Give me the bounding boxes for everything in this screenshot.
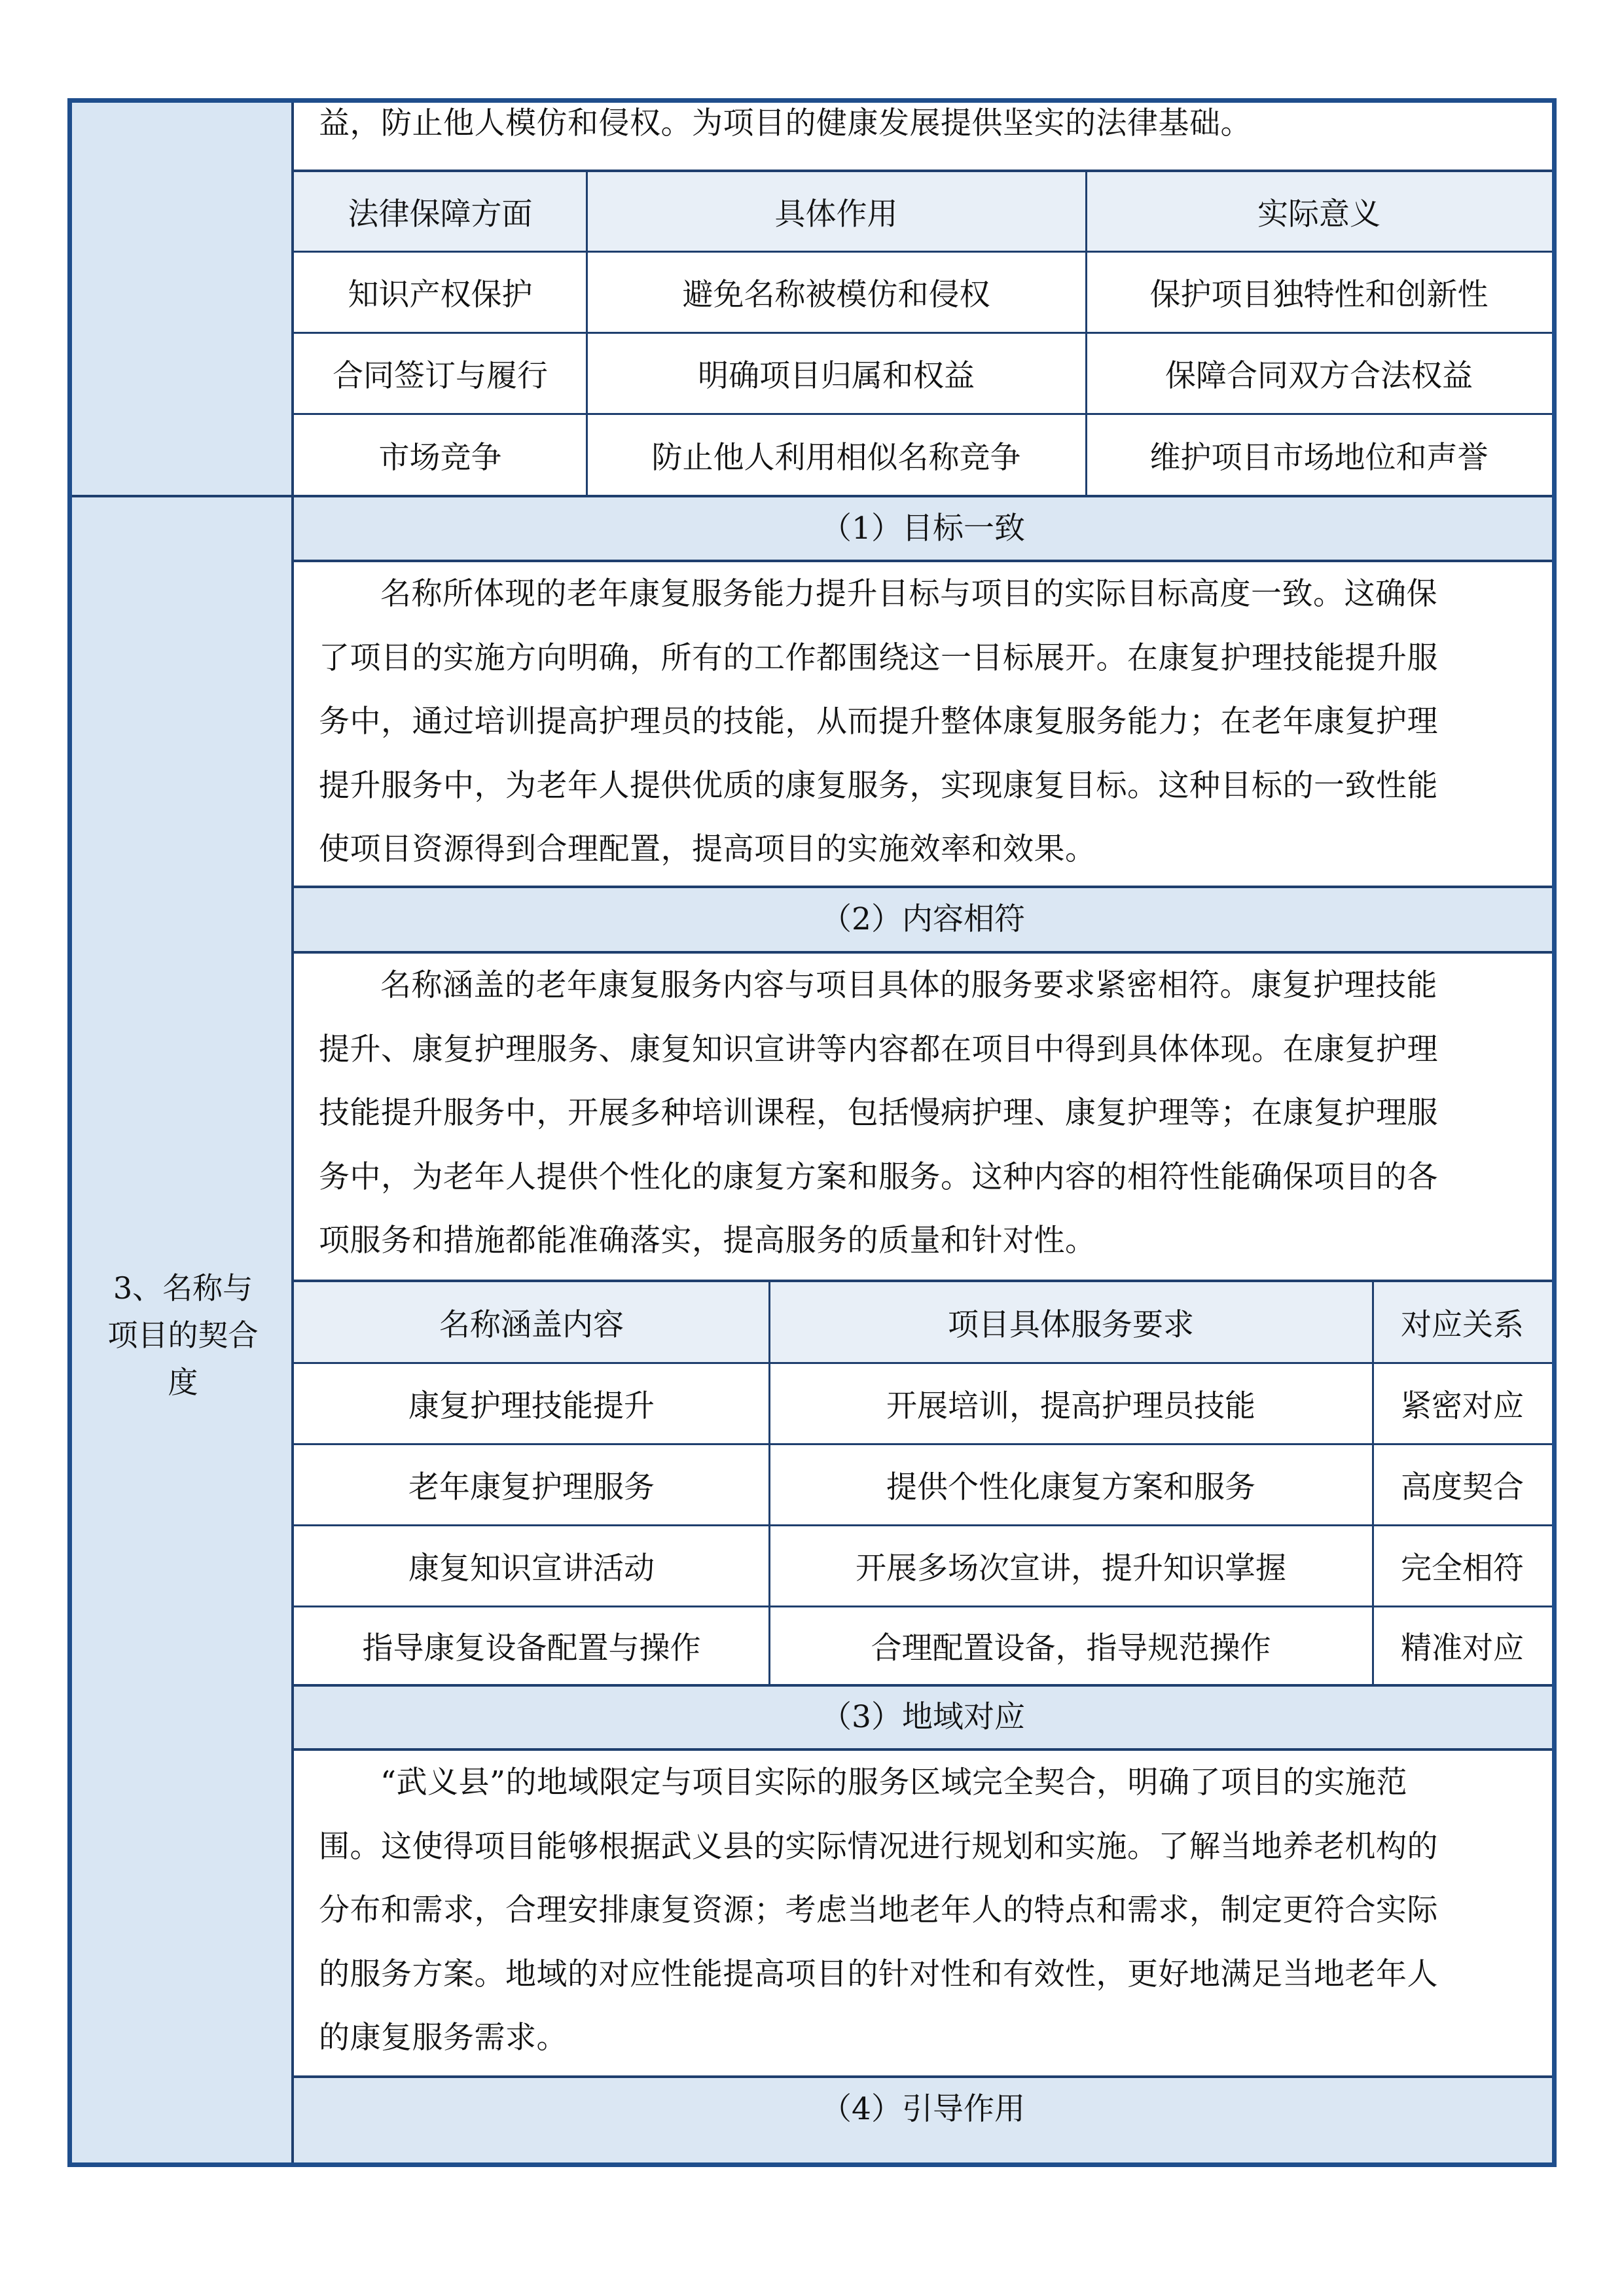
table-row (294, 253, 1552, 332)
table-cell: 防止他人利用相似名称竞争 (651, 439, 1021, 476)
continuation-text: 益，防止他人模仿和侵权。为项目的健康发展提供坚实的法律基础。 (319, 105, 1252, 141)
table-cell: 开展培训，提高护理员技能 (886, 1388, 1255, 1424)
table-cell: 保护项目独特性和创新性 (1149, 277, 1489, 313)
table-header-cell: 具体作用 (774, 196, 898, 232)
table-cell: 明确项目归属和权益 (698, 358, 975, 394)
text-line: 名称涵盖的老年康复服务内容与项目具体的服务要求紧密相符。康复护理技能 (380, 967, 1437, 1003)
text-line: 提升、康复护理服务、康复知识宣讲等内容都在项目中得到具体体现。在康复护理 (319, 1031, 1438, 1067)
content-correspondence-table (294, 1282, 1552, 1684)
legal-protection-table (294, 172, 1552, 495)
table-cell: 合同签订与履行 (333, 358, 548, 394)
section-label (72, 1265, 294, 1406)
text-line: 技能提升服务中，开展多种培训课程，包括慢病护理、康复护理等；在康复护理服 (319, 1095, 1438, 1131)
divider (768, 1282, 770, 1684)
text-line: 名称所体现的老年康复服务能力提升目标与项目的实际目标高度一致。这确保 (380, 576, 1437, 612)
table-row (294, 1364, 1552, 1443)
table-row (294, 1607, 1552, 1684)
text-line: 提升服务中，为老年人提供优质的康复服务，实现康复目标。这种目标的一致性能 (319, 767, 1438, 804)
table-header-row (294, 172, 1552, 251)
table-cell: 合理配置设备，指导规范操作 (871, 1630, 1271, 1666)
table-cell: 紧密对应 (1401, 1388, 1524, 1424)
divider (1085, 172, 1087, 495)
section-heading: （2）内容相符 (294, 888, 1552, 951)
table-cell: 开展多场次宣讲，提升知识掌握 (856, 1551, 1286, 1587)
table-header-cell: 项目具体服务要求 (948, 1306, 1194, 1343)
text-line: 使项目资源得到合理配置，提高项目的实施效率和效果。 (319, 831, 1096, 867)
table-row (294, 1445, 1552, 1524)
table-header-cell: 法律保障方面 (348, 196, 533, 232)
section-label-line: 3、名称与 (113, 1270, 253, 1306)
text-line: 分布和需求，合理安排康复资源；考虑当地老年人的特点和需求，制定更符合实际 (319, 1892, 1438, 1928)
text-line: 围。这使得项目能够根据武义县的实际情况进行规划和实施。了解当地养老机构的 (319, 1828, 1438, 1865)
section-label-line: 度 (168, 1365, 198, 1400)
table-row (294, 334, 1552, 413)
table-cell: 高度契合 (1401, 1469, 1524, 1505)
divider (1372, 1282, 1374, 1684)
table-cell: 维护项目市场地位和声誉 (1149, 439, 1489, 476)
table-cell: 避免名称被模仿和侵权 (682, 277, 990, 313)
section-heading: （1）目标一致 (294, 497, 1552, 560)
text-line: “武义县”的地域限定与项目实际的服务区域完全契合，明确了项目的实施范 (380, 1765, 1408, 1801)
text-line: 项服务和措施都能准确落实，提高服务的质量和针对性。 (319, 1223, 1096, 1259)
table-header-cell: 名称涵盖内容 (439, 1306, 624, 1343)
section-label-line: 项目的契合 (107, 1318, 259, 1353)
table-row (294, 415, 1552, 495)
table-row (294, 1526, 1552, 1605)
section-paragraph (294, 562, 1552, 882)
section-paragraph (294, 1751, 1552, 2070)
text-line: 的康复服务需求。 (319, 2020, 568, 2056)
left-label-column (72, 103, 294, 2162)
table-cell: 知识产权保护 (348, 277, 533, 313)
content-column (294, 103, 1552, 2162)
section-heading: （4）引导作用 (294, 2078, 1552, 2162)
table-cell: 完全相符 (1401, 1551, 1524, 1587)
table-cell: 康复护理技能提升 (408, 1388, 655, 1424)
section-paragraph (294, 954, 1552, 1273)
table-header-row (294, 1282, 1552, 1362)
document-table-frame (67, 98, 1557, 2167)
table-cell: 保障合同双方合法权益 (1165, 358, 1473, 394)
text-line: 了项目的实施方向明确，所有的工作都围绕这一目标展开。在康复护理技能提升服 (319, 639, 1438, 676)
divider (586, 172, 588, 495)
table-cell: 提供个性化康复方案和服务 (886, 1469, 1255, 1505)
section-heading: （3）地域对应 (294, 1687, 1552, 1748)
text-line: 务中，通过培训提高护理员的技能，从而提升整体康复服务能力；在老年康复护理 (319, 704, 1438, 740)
row-divider (72, 495, 294, 497)
table-header-cell: 实际意义 (1257, 196, 1380, 232)
table-cell: 精准对应 (1401, 1630, 1524, 1666)
table-cell: 康复知识宣讲活动 (408, 1551, 655, 1587)
table-cell: 老年康复护理服务 (408, 1469, 655, 1505)
text-line: 务中，为老年人提供个性化的康复方案和服务。这种内容的相符性能确保项目的各 (319, 1158, 1438, 1195)
table-cell: 市场竞争 (378, 439, 502, 476)
table-cell: 指导康复设备配置与操作 (362, 1630, 701, 1666)
table-header-cell: 对应关系 (1401, 1306, 1524, 1343)
text-line: 的服务方案。地域的对应性能提高项目的针对性和有效性，更好地满足当地老年人 (319, 1956, 1438, 1992)
